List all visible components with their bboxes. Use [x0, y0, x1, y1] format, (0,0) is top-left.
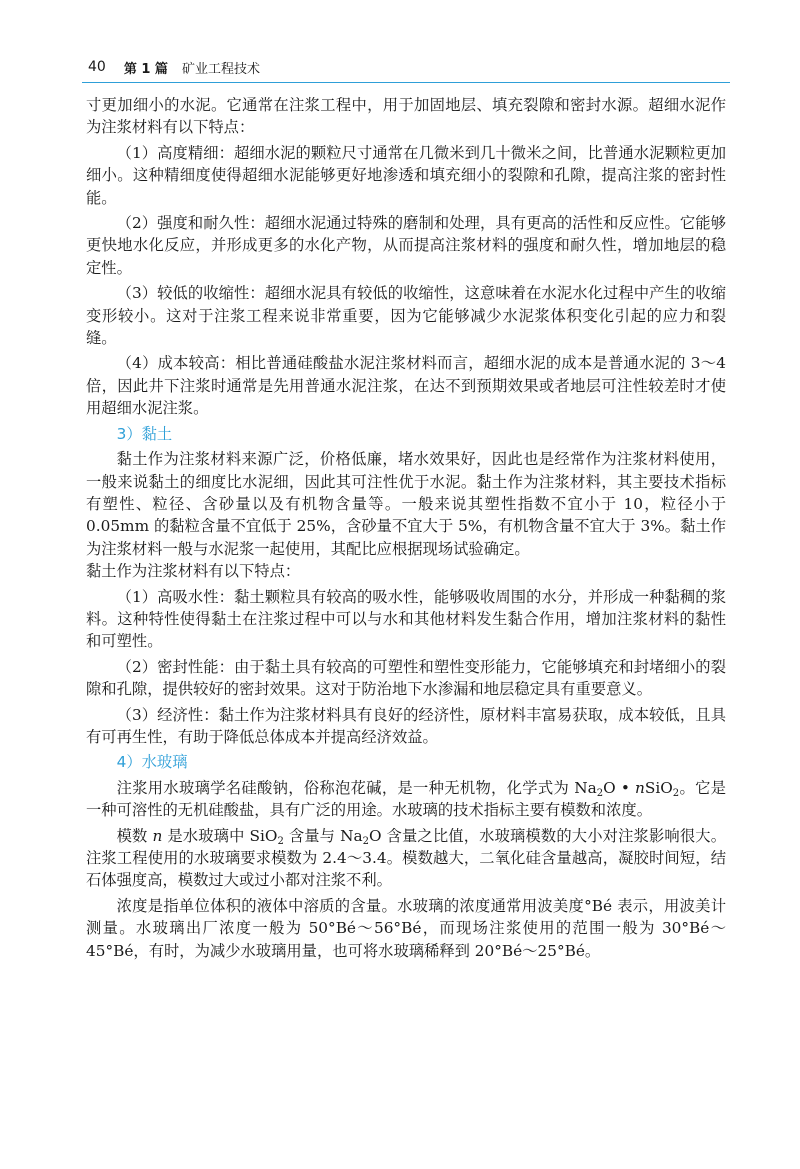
text-run: 注浆用水玻璃学名硅酸钠，俗称泡花碱，是一种无机物，化学式为 Na [116, 778, 597, 797]
text-run: O 含量之比值，水玻璃模数的大小对注浆影响很大。注浆工程使用的水玻璃要求模数为 2.4～3.4。模数越大，二氧化硅含量越高，凝胶时间短，结石体强度高，模数过大或过小都对注浆不利。 [86, 826, 727, 890]
text-run: 模数 [116, 826, 153, 845]
paragraph: （2）密封性能：由于黏土具有较高的可塑性和塑性变形能力，它能够填充和封堵细小的裂隙和孔隙，提供较好的密封效果。这对于防治地下水渗漏和地层稳定具有重要意义。 [86, 657, 726, 699]
text-run: SiO [644, 778, 673, 797]
chapter-title: 矿业工程技术 [181, 61, 260, 77]
subscript: 2 [362, 835, 370, 847]
text-run: 。它是一种可溶性的无机硅酸盐，具有广泛的用途。水玻璃的技术指标主要有模数和浓度。 [86, 778, 726, 820]
paragraph: （4）成本较高：相比普通硅酸盐水泥注浆材料而言，超细水泥的成本是普通水泥的 3～4 倍，因此井下注浆时通常是先用普通水泥注浆，在达不到预期效果或者地层可注性较差时才使用超细水泥注浆。 [86, 354, 726, 418]
section-heading-water-glass: 4）水玻璃 [116, 753, 188, 772]
paragraph: 浓度是指单位体积的液体中溶质的含量。水玻璃的浓度通常用波美度°Bé 表示，用波美计测量。水玻璃出厂浓度一般为 50°Bé～56°Bé，而现场注浆使用的范围一般为 30°Bé～45°Bé，有时，为减少水玻璃用量，也可将水玻璃稀释到 20°Bé～25°Bé。 [86, 896, 726, 960]
subscript: 2 [672, 787, 680, 799]
paragraph [86, 777, 726, 822]
paragraph: （1）高吸水性：黏土颗粒具有较高的吸水性，能够吸收周围的水分，并形成一种黏稠的浆料。这种特性使得黏土在注浆过程中可以与水和其他材料发生黏合作用，增加注浆材料的黏性和可塑性。 [86, 587, 726, 651]
paragraph: （3）经济性：黏土作为注浆材料具有良好的经济性，原材料丰富易获取，成本较低，且具有可再生性，有助于降低总体成本并提高经济效益。 [86, 705, 726, 746]
chapter-label: 第 1 篇 [123, 61, 168, 77]
subscript: 2 [277, 835, 284, 847]
section-heading-clay: 3）黏土 [116, 424, 173, 443]
text-run: 含量与 Na [283, 826, 363, 845]
paragraph [86, 825, 726, 892]
paragraph: 黏土作为注浆材料有以下特点： [86, 562, 301, 581]
paragraph: 寸更加细小的水泥。它通常在注浆工程中，用于加固地层、填充裂隙和密封水源。超细水泥作为注浆材料有以下特点： [86, 96, 726, 137]
page-number: 40 [88, 59, 106, 75]
paragraph: （2）强度和耐久性：超细水泥通过特殊的磨制和处理，具有更高的活性和反应性。它能够更快地水化反应，并形成更多的水化产物，从而提高注浆材料的强度和耐久性，增加地层的稳定性。 [86, 214, 726, 277]
header-rule [82, 82, 730, 83]
paragraph: （1）高度精细：超细水泥的颗粒尺寸通常在几微米到几十微米之间，比普通水泥颗粒更加细小。这种精细度使得超细水泥能够更好地渗透和填充细小的裂隙和孔隙，提高注浆的密封性能。 [86, 143, 726, 207]
italic-variable: n [152, 826, 163, 845]
page-body [86, 94, 726, 965]
subscript: 2 [596, 787, 604, 799]
running-head [88, 54, 728, 80]
italic-variable: n [635, 778, 645, 797]
paragraph: 黏土作为注浆材料来源广泛，价格低廉，堵水效果好，因此也是经常作为注浆材料使用，一般来说黏土的细度比水泥细，因此其可注性优于水泥。黏土作为注浆材料，其主要技术指标有塑性、粒径、含砂量以及有机物含量等。一般来说其塑性指数不宜小于 10，粒径小于 0.05mm 的黏粒含量不宜低于 25%，含砂量不宜大于 5%，有机物含量不宜大于 3%。黏土作为注浆材料一般与水泥浆一起使用，其配比应根据现场试验确定。 [86, 450, 726, 558]
text-run: 是水玻璃中 SiO [162, 826, 278, 845]
paragraph: （3）较低的收缩性：超细水泥具有较低的收缩性，这意味着在水泥水化过程中产生的收缩变形较小。这对于注浆工程来说非常重要，因为它能够减少水泥浆体积变化引起的应力和裂缝。 [86, 284, 726, 348]
text-run: O • [603, 778, 636, 797]
